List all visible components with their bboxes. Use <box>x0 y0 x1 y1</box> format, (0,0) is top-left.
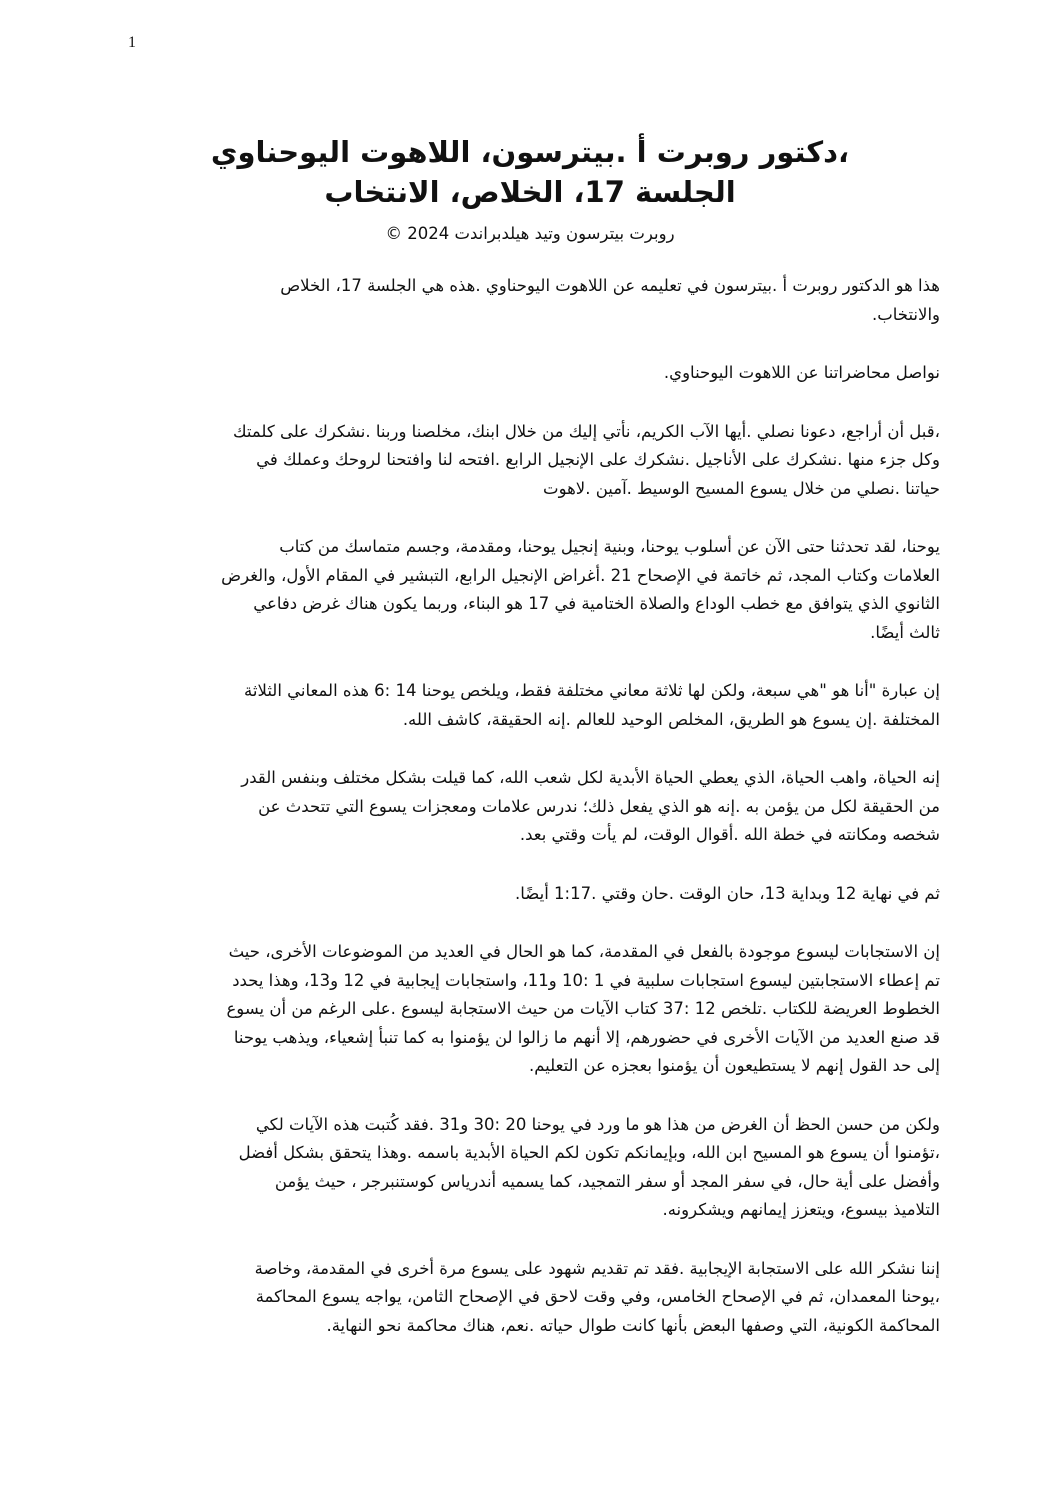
text-line: الخطوط العريضة للكتاب .تلخص 12 :37 كتاب الآيات من حيث الاستجابة ليسوع .على الرغم من أن يسوع <box>226 999 940 1018</box>
text-line: يوحنا، لقد تحدثنا حتى الآن عن أسلوب يوحنا، وبنية إنجيل يوحنا، ومقدمة، وجسم متماسك من كتاب <box>279 537 940 556</box>
page-number: 1 <box>128 34 136 51</box>
text-line: هذا هو الدكتور روبرت أ .بيترسون في تعليمه عن اللاهوت اليوحناوي .هذه هي الجلسة 17، الخلاص <box>280 276 940 295</box>
title-line: الجلسة 17، الخلاص، الانتخاب <box>324 175 736 209</box>
paragraph <box>128 880 940 909</box>
text-line: ،يوحنا المعمدان، ثم في الإصحاح الخامس، وفي وقت لاحق في الإصحاح الثامن، يواجه يسوع المحاكمة <box>255 1287 940 1306</box>
paragraph <box>128 1111 940 1225</box>
title-line: ،دكتور روبرت أ .بيترسون، اللاهوت اليوحناوي <box>210 135 850 169</box>
text-line: حياتنا .نصلي من خلال يسوع المسيح الوسيط .آمين .لاهوت <box>543 478 940 498</box>
text-line: ،قبل أن أراجع، دعونا نصلي .أيها الآب الكريم، نأتي إليك من خلال ابنك، مخلصنا وربنا .نشكرك على كلمتك <box>232 421 940 441</box>
text-line: إننا نشكر الله على الاستجابة الإيجابية .فقد تم تقديم شهود على يسوع مرة أخرى في المقدمة، وخاصة <box>254 1258 940 1278</box>
paragraph <box>128 359 940 388</box>
text-line: العلامات وكتاب المجد، ثم خاتمة في الإصحاح 21 .أغراض الإنجيل الرابع، التبشير في المقام الأول، والغرض <box>221 565 940 585</box>
text-line: والانتخاب. <box>872 304 940 324</box>
text-line: التلاميذ بيسوع، ويتعزز إيمانهم ويشكرونه. <box>662 1200 940 1219</box>
text-line: إن عبارة "أنا هو "هي سبعة، ولكن لها ثلاثة معاني مختلفة فقط، ويلخص يوحنا 14 :6 هذه المعاني الثلاثة <box>244 681 940 700</box>
text-line: من الحقيقة لكل من يؤمن به .إنه هو الذي يفعل ذلك؛ ندرس علامات ومعجزات يسوع التي تتحدث عن <box>258 796 940 816</box>
text-line: إن الاستجابات ليسوع موجودة بالفعل في المقدمة، كما هو الحال في العديد من الموضوعات الأخرى، حيث <box>228 942 940 961</box>
document-title <box>130 132 930 212</box>
paragraph <box>128 938 940 1081</box>
text-line: تم إعطاء الاستجابتين ليسوع استجابات سلبية في 1 :10 و11، واستجابات إيجابية في 12 و13، وهذا يحدد <box>232 970 940 990</box>
document-body <box>128 272 940 1370</box>
copyright-line: روبرت بيترسون وتيد هيلدبراندت 2024 © <box>385 224 675 243</box>
paragraph <box>128 677 940 734</box>
text-line: إلى حد القول إنهم لا يستطيعون أن يؤمنوا بعجزه عن التعليم. <box>528 1056 940 1075</box>
text-line: وكل جزء منها .نشكرك على الأناجيل .نشكرك على الإنجيل الرابع .افتحه لنا وافتحنا لروحك وعملك في <box>256 450 940 469</box>
text-line: ،تؤمنوا أن يسوع هو المسيح ابن الله، وبإيمانكم تكون لكم الحياة الأبدية باسمه .وهذا يتحقق بشكل أفضل <box>238 1143 940 1162</box>
text-line: إنه الحياة، واهب الحياة، الذي يعطي الحياة الأبدية لكل شعب الله، كما قيلت بشكل مختلف وبنفس القدر <box>241 768 940 787</box>
text-line: وأفضل على أية حال، في سفر المجد أو سفر التمجيد، كما يسميه أندرياس كوستنبرجر ، حيث يؤمن <box>274 1171 940 1191</box>
text-line: قد صنع العديد من الآيات الأخرى في حضورهم، إلا أنهم ما زالوا لن يؤمنوا به كما تنبأ إشعياء، ويذهب يوحنا <box>233 1027 940 1047</box>
text-line: ثالث أيضًا. <box>870 622 940 642</box>
text-line: المختلفة .إن يسوع هو الطريق، المخلص الوحيد للعالم .إنه الحقيقة، كاشف الله. <box>402 709 940 729</box>
paragraph <box>128 764 940 850</box>
text-line: الثانوي الذي يتوافق مع خطب الوداع والصلاة الختامية في 17 هو البناء، وربما يكون هناك غرض دفاعي <box>253 594 940 613</box>
text-line: المحاكمة الكونية، التي وصفها البعض بأنها كانت طوال حياته .نعم، هناك محاكمة نحو النهاية. <box>326 1315 940 1335</box>
text-line: ثم في نهاية 12 وبداية 13، حان الوقت .حان وقتي .1:17 أيضًا. <box>515 883 940 903</box>
text-line: شخصه ومكانته في خطة الله .أقوال الوقت، لم يأت وقتي بعد. <box>519 825 940 844</box>
text-line: ولكن من حسن الحظ أن الغرض من هذا هو ما ورد في يوحنا 20 :30 و31 .فقد كُتبت هذه الآيات لكي <box>255 1114 940 1134</box>
paragraph <box>128 1255 940 1341</box>
paragraph <box>128 272 940 329</box>
paragraph <box>128 533 940 647</box>
paragraph <box>128 418 940 504</box>
text-line: نواصل محاضراتنا عن اللاهوت اليوحناوي. <box>663 363 940 382</box>
